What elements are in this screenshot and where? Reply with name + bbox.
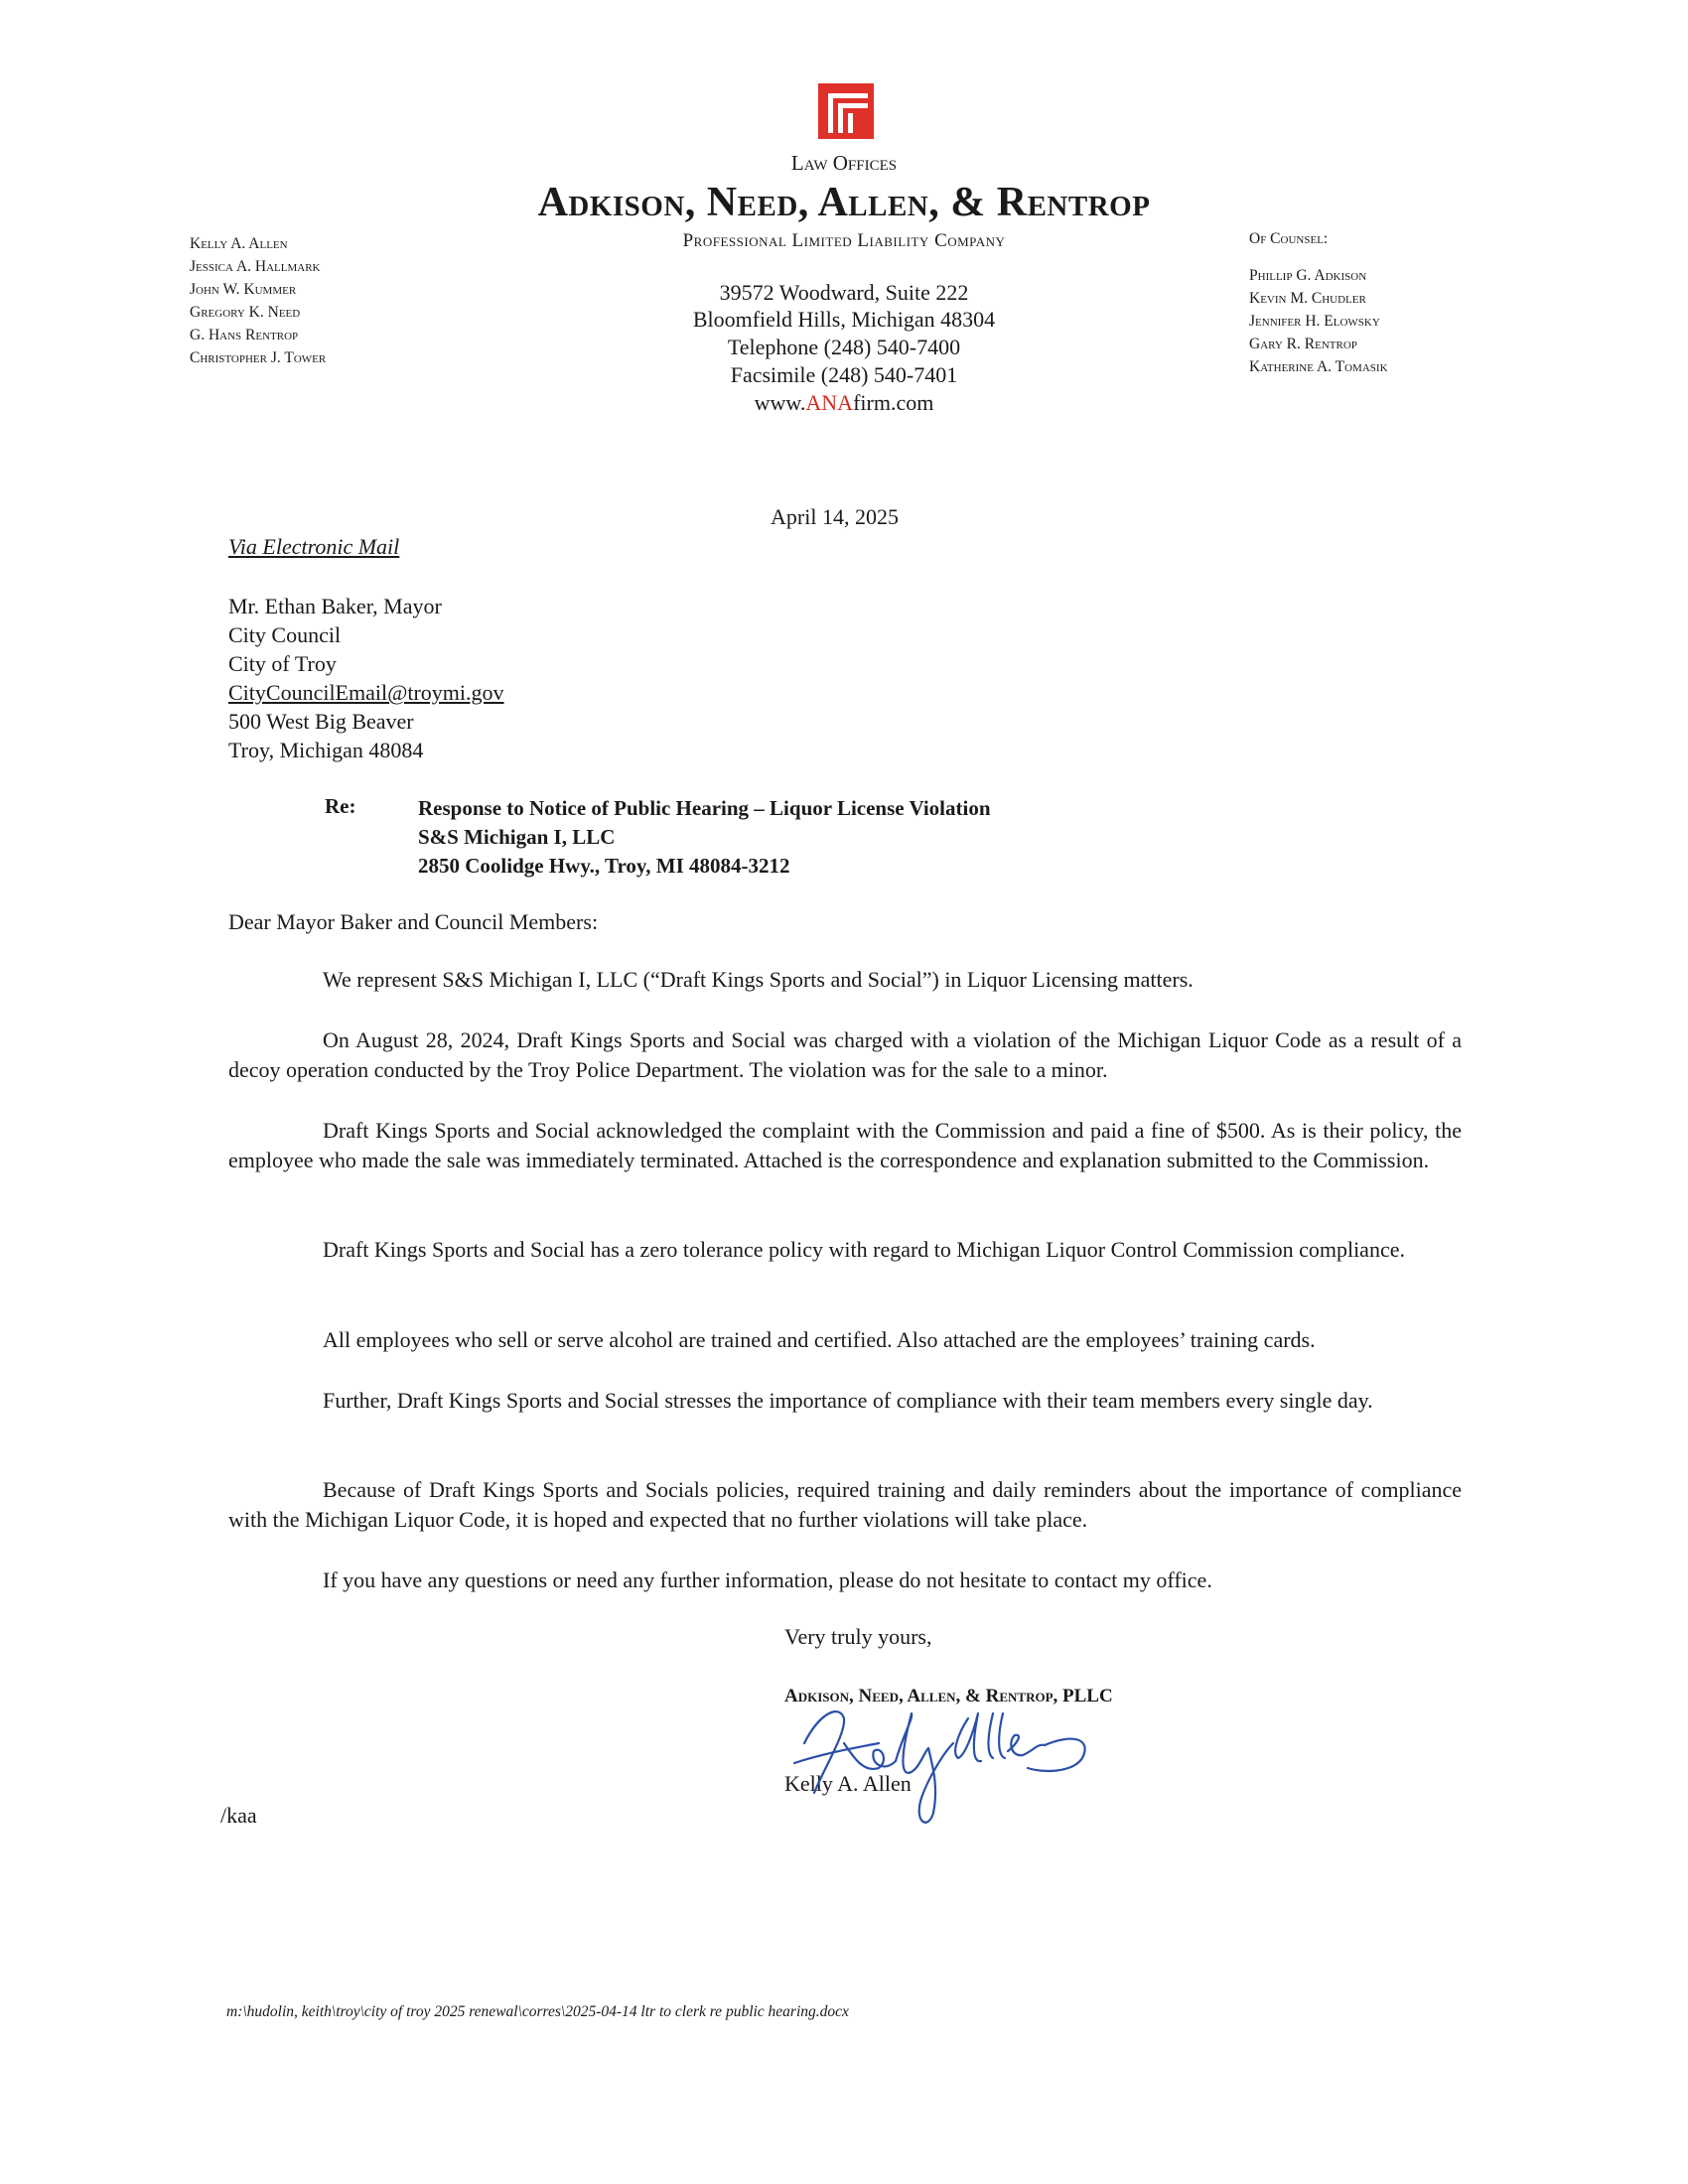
subject-block <box>418 794 991 881</box>
signer-name: Kelly A. Allen <box>784 1771 912 1796</box>
counsel-name: Gary R. Rentrop <box>1249 336 1357 352</box>
body-paragraph: Further, Draft Kings Sports and Social stresses the importance of compliance with their team members every single day. <box>323 1388 1373 1413</box>
closing: Very truly yours, <box>784 1624 932 1649</box>
counsel-name: Kevin M. Chudler <box>1249 290 1366 307</box>
document-file-path: m:\hudolin, keith\troy\city of troy 2025 renewal\corres\2025-04-14 ltr to clerk re public hearing.docx <box>226 2003 849 2020</box>
salutation: Dear Mayor Baker and Council Members: <box>228 909 599 934</box>
counsel-name: Jennifer H. Elowsky <box>1249 313 1380 330</box>
recipient-line: Troy, Michigan 48084 <box>228 738 424 762</box>
recipient-line: City of Troy <box>228 651 337 676</box>
body-paragraph: Because of Draft Kings Sports and Socials policies, required training and daily reminders about the importance of compliance with the Michigan Liquor Code, it is hoped and expected that no further violations will take place. <box>228 1477 1462 1532</box>
partner-name: Kelly A. Allen <box>190 235 288 252</box>
recipient-email-link[interactable]: CityCouncilEmail@troymi.gov <box>228 680 504 705</box>
of-counsel-label: Of Counsel: <box>1249 230 1329 247</box>
handwritten-signature-icon <box>784 1674 1102 1833</box>
re-label: Re: <box>325 794 356 818</box>
telephone: Telephone (248) 540-7400 <box>727 335 961 359</box>
body-paragraph: All employees who sell or serve alcohol are trained and certified. Also attached are the employees’ training cards. <box>323 1327 1316 1352</box>
body-paragraph: Draft Kings Sports and Social has a zero tolerance policy with regard to Michigan Liquor Control Commission compliance. <box>323 1237 1405 1262</box>
partners-list <box>190 232 326 369</box>
subject-line: S&S Michigan I, LLC <box>418 825 616 849</box>
recipient-line: 500 West Big Beaver <box>228 709 414 734</box>
law-offices-label: Law Offices <box>790 151 898 175</box>
website-link[interactable] <box>0 390 1688 416</box>
website-accent: ANA <box>805 390 854 415</box>
counsel-name: Katherine A. Tomasik <box>1249 358 1388 375</box>
ana-logo-icon <box>818 83 874 139</box>
partner-name: John W. Kummer <box>190 281 297 298</box>
subject-line: Response to Notice of Public Hearing – Liquor License Violation <box>418 796 991 820</box>
signature-firm-name: Adkison, Need, Allen, & Rentrop, PLLC <box>784 1686 1113 1706</box>
website-prefix: www. <box>754 390 806 415</box>
firm-name: Adkison, Need, Allen, & Rentrop <box>537 180 1151 225</box>
partner-name: Christopher J. Tower <box>190 349 327 366</box>
body-paragraph: If you have any questions or need any further information, please do not hesitate to contact my office. <box>323 1568 1212 1592</box>
delivery-method: Via Electronic Mail <box>228 534 400 559</box>
recipient-line: Mr. Ethan Baker, Mayor <box>228 594 442 618</box>
of-counsel-list <box>1249 264 1388 378</box>
partner-name: G. Hans Rentrop <box>190 327 299 343</box>
recipient-block <box>228 592 504 764</box>
website-suffix: firm.com <box>853 390 934 415</box>
body-paragraph: Draft Kings Sports and Social acknowledged the complaint with the Commission and paid a fine of $500. As is their policy, the employee who made the sale was immediately terminated. Attached is the correspondence and explanation submitted to the Commission. <box>228 1118 1462 1172</box>
partner-name: Gregory K. Need <box>190 304 301 321</box>
address-line-2: Bloomfield Hills, Michigan 48304 <box>692 307 996 332</box>
letter-date: April 14, 2025 <box>771 504 899 529</box>
firm-type: Professional Limited Liability Company <box>682 230 1006 251</box>
body-paragraph: On August 28, 2024, Draft Kings Sports and Social was charged with a violation of the Michigan Liquor Code as a result of a decoy operation conducted by the Troy Police Department. The violation was for the sale to a minor. <box>228 1027 1462 1082</box>
recipient-line: City Council <box>228 622 342 647</box>
partner-name: Jessica A. Hallmark <box>190 258 321 275</box>
subject-line: 2850 Coolidge Hwy., Troy, MI 48084-3212 <box>418 854 790 878</box>
counsel-name: Phillip G. Adkison <box>1249 267 1367 284</box>
body-paragraph: We represent S&S Michigan I, LLC (“Draft Kings Sports and Social”) in Liquor Licensing matters. <box>323 967 1194 992</box>
facsimile: Facsimile (248) 540-7401 <box>730 362 958 387</box>
address-line-1: 39572 Woodward, Suite 222 <box>719 280 969 305</box>
typist-initials: /kaa <box>220 1803 257 1828</box>
